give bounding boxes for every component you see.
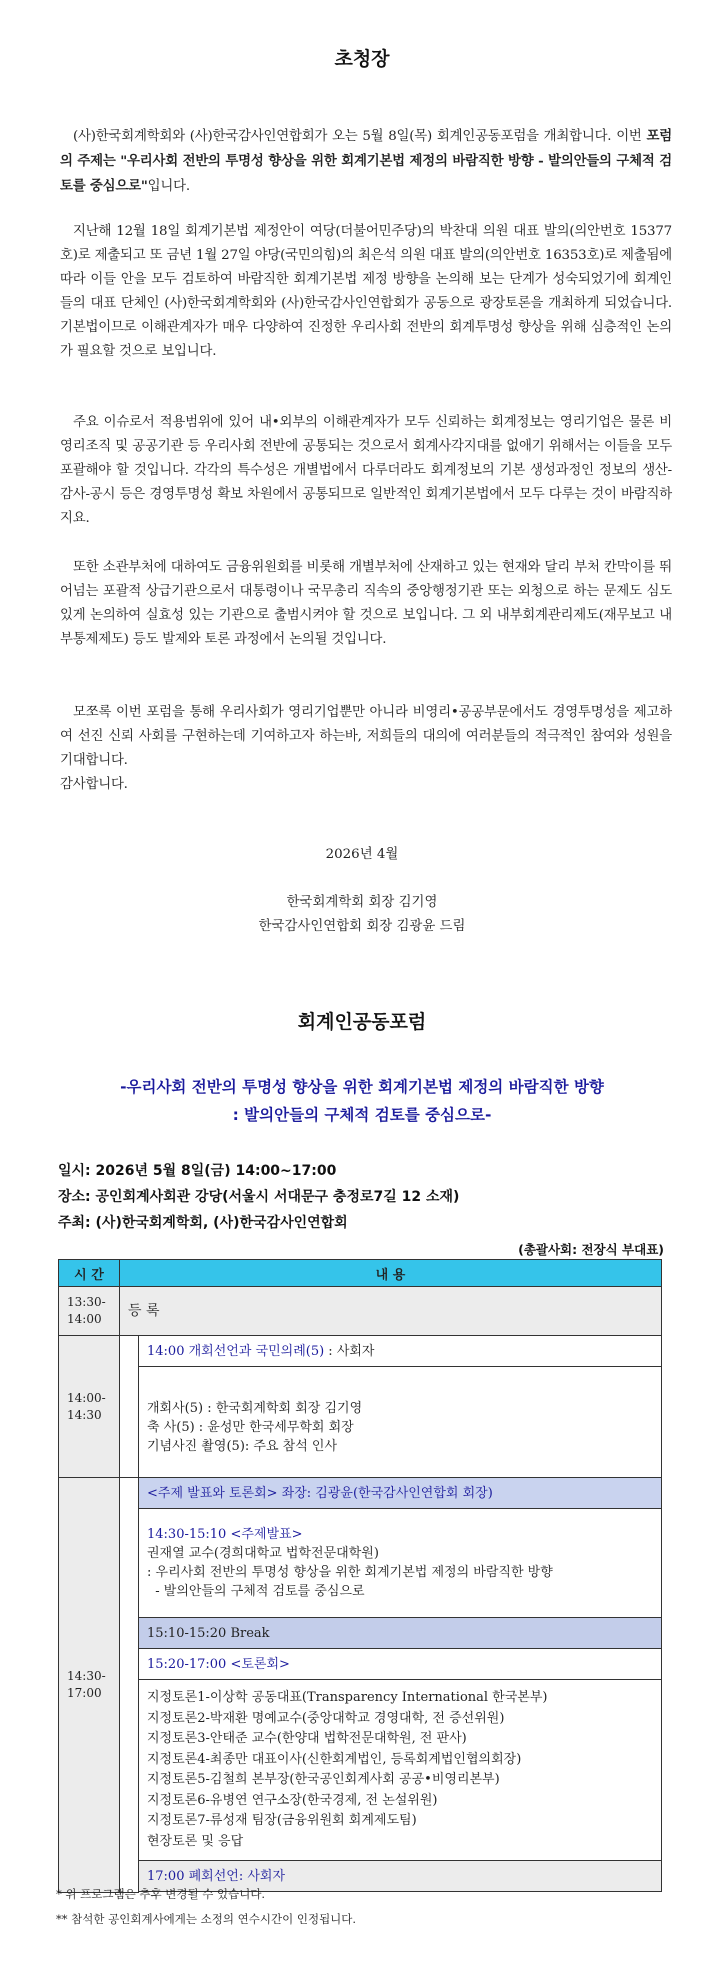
opening-items-row bbox=[59, 1367, 662, 1478]
forum-title: 회계인공동포럼 bbox=[297, 1011, 427, 1033]
main-session-time: 14:30- 17:00 bbox=[59, 1478, 120, 1893]
session-header-row bbox=[59, 1478, 662, 1509]
discussant-item: 지정토론4-최종만 대표이사(신한회계법인, 등록회계법인협의회장) bbox=[147, 1751, 522, 1767]
opening-spacer bbox=[120, 1336, 139, 1478]
paragraph-1-end: 입니다. bbox=[147, 179, 190, 194]
discussant-item: 현장토론 및 응답 bbox=[147, 1833, 244, 1849]
forum-datetime: 일시: 2026년 5월 8일(금) 14:00~17:00 bbox=[58, 1163, 337, 1179]
discussant-item: 지정토론7-류성재 팀장(금융위원회 회계제도팀) bbox=[147, 1813, 417, 1828]
session-header: <주제 발표와 토론회> 좌장: 김광윤(한국감사인연합회 회장) bbox=[139, 1478, 662, 1509]
paragraph-1 bbox=[60, 124, 672, 199]
program-table bbox=[58, 1259, 662, 1893]
keynote-speaker: 권재열 교수(경희대학교 법학전문대학원) bbox=[147, 1546, 379, 1561]
paragraph-2: 지난해 12월 18일 회계기본법 제정안이 여당(더불어민주당)의 박찬대 의원 대표 발의(의안번호 15377호)로 제출되고 또 금년 1월 27일 야당(국민의힘)의 최은석 의원 대표 발의(의안번호 16353호)로 제출됨에 따라 이들 안을 모두 검토하여 바람직한 회계기본법 제정 방향을 논의해 보는 단계가 성숙되었기에 회계인들의 대표 단체인 (사)한국회계학회와 (사)한국감사인연합회가 공동으로 광장토론을 개최하게 되었습니다. 기본법이므로 이해관계자가 매우 다양하여 진정한 우리사회 전반의 회계투명성 향상을 위해 심층적인 논의가 필요할 것으로 보입니다. bbox=[60, 224, 672, 359]
opening-title-suffix: : 사회자 bbox=[324, 1343, 375, 1359]
keynote-topic: : 우리사회 전반의 투명성 향상을 위한 회계기본법 제정의 바람직한 방향 bbox=[147, 1565, 553, 1580]
discussion-time: 15:20-17:00 <토론회> bbox=[139, 1649, 662, 1680]
main-session-spacer bbox=[120, 1478, 139, 1893]
opening-items bbox=[139, 1367, 662, 1478]
registration-label: 등 록 bbox=[120, 1287, 662, 1336]
discussant-item: 지정토론5-김철희 본부장(한국공인회계사회 공공•비영리본부) bbox=[147, 1772, 500, 1787]
discussant-item: 지정토론3-안태준 교수(한양대 법학전문대학원, 전 판사) bbox=[147, 1731, 467, 1746]
opening-title-text: 14:00 개회선언과 국민의례(5) bbox=[147, 1343, 325, 1359]
header-content: 내 용 bbox=[120, 1260, 662, 1287]
program-header-row bbox=[59, 1260, 662, 1287]
discussion-items-row bbox=[59, 1680, 662, 1861]
thanks-line: 감사합니다. bbox=[60, 777, 128, 792]
opening-item: 개회사(5) : 한국회계학회 회장 김기영 bbox=[147, 1400, 363, 1416]
opening-item: 축 사(5) : 윤성만 한국세무학회 회장 bbox=[147, 1419, 354, 1435]
discussion-items bbox=[139, 1680, 662, 1861]
registration-time: 13:30- 14:00 bbox=[59, 1287, 120, 1336]
forum-subtitle-line-1: -우리사회 전반의 투명성 향상을 위한 회계기본법 제정의 바람직한 방향 bbox=[120, 1078, 604, 1096]
forum-host: 주최: (사)한국회계학회, (사)한국감사인연합회 bbox=[58, 1215, 348, 1231]
keynote-block bbox=[139, 1509, 662, 1618]
paragraph-1-intro: (사)한국회계학회와 (사)한국감사인연합회가 오는 5월 8일(목) 회계인공동포럼을 개최합니다. 이번 bbox=[73, 129, 647, 144]
footnote-2: ** 참석한 공인회계사에게는 소정의 연수시간이 인정됩니다. bbox=[56, 1912, 357, 1926]
discussant-item: 지정토론2-박재환 명예교수(중앙대학교 경영대학, 전 증선위원) bbox=[147, 1710, 505, 1726]
invitation-title: 초청장 bbox=[334, 48, 390, 70]
closing-label: 17:00 폐회선언: 사회자 bbox=[139, 1861, 662, 1892]
forum-venue: 장소: 공인회계사회관 강당(서울시 서대문구 충정로7길 12 소재) bbox=[58, 1189, 460, 1205]
opening-item: 기념사진 촬영(5): 주요 참석 인사 bbox=[147, 1438, 338, 1454]
opening-title-row bbox=[59, 1336, 662, 1367]
registration-row bbox=[59, 1287, 662, 1336]
break-row bbox=[59, 1618, 662, 1649]
paragraph-5: 모쪼록 이번 포럼을 통해 우리사회가 영리기업뿐만 아니라 비영리•공공부문에서도 경영투명성을 제고하여 선진 신뢰 사회를 구현하는데 기여하고자 하는바, 저희들의 대의에 여러분들의 적극적인 참여와 성원을 기대합니다. bbox=[60, 705, 672, 768]
opening-time: 14:00- 14:30 bbox=[59, 1336, 120, 1478]
paragraph-1-theme: 포럼의 주제는 "우리사회 전반의 투명성 향상을 위한 회계기본법 제정의 바람직한 방향 - 발의안들의 구체적 검토를 중심으로" bbox=[60, 128, 672, 194]
paragraph-3: 주요 이슈로서 적용범위에 있어 내•외부의 이해관계자가 모두 신뢰하는 회계정보는 영리기업은 물론 비영리조직 및 공공기관 등 우리사회 전반에 공통되는 것으로서 회계사각지대를 없애기 위해서는 이들을 모두 포괄해야 할 것입니다. 각각의 특수성은 개별법에서 다루더라도 회계정보의 기본 생성과정인 정보의 생산-감사-공시 등은 경영투명성 확보 차원에서 공통되므로 일반적인 회계기본법에서 모두 다루는 것이 바람직하지요. bbox=[60, 415, 672, 526]
keynote-time: 14:30-15:10 <주제발표> bbox=[147, 1527, 303, 1542]
discussion-title-row bbox=[59, 1649, 662, 1680]
talk-row bbox=[59, 1509, 662, 1618]
discussant-item: 지정토론1-이상학 공동대표(Transparency International 한국본부) bbox=[147, 1690, 548, 1705]
opening-title bbox=[139, 1336, 662, 1367]
discussant-item: 지정토론6-유병연 연구소장(한국경제, 전 논설위원) bbox=[147, 1792, 438, 1808]
header-time: 시 간 bbox=[59, 1260, 120, 1287]
signer-1: 한국회계학회 회장 김기영 bbox=[286, 895, 438, 910]
forum-moderator: (총괄사회: 전장식 부대표) bbox=[518, 1242, 664, 1257]
footnote-1: * 위 프로그램은 추후 변경될 수 있습니다. bbox=[56, 1887, 266, 1901]
paragraph-4: 또한 소관부처에 대하여도 금융위원회를 비롯해 개별부처에 산재하고 있는 현재와 달리 부처 칸막이를 뛰어넘는 포괄적 상급기관으로서 대통령이나 국무총리 직속의 중앙행정기관 또는 외청으로 하는 문제도 심도 있게 논의하여 실효성 있는 기관으로 출범시켜야 할 것으로 보입니다. 그 외 내부회계관리제도(재무보고 내부통제제도) 등도 발제와 토론 과정에서 논의될 것입니다. bbox=[60, 560, 672, 647]
letter-date: 2026년 4월 bbox=[325, 847, 399, 862]
break-label: 15:10-15:20 Break bbox=[139, 1618, 662, 1649]
keynote-subtopic: - 발의안들의 구체적 검토를 중심으로 bbox=[147, 1584, 365, 1599]
signer-2: 한국감사인연합회 회장 김광윤 드림 bbox=[258, 919, 466, 934]
forum-subtitle-line-2: : 발의안들의 구체적 검토를 중심으로- bbox=[232, 1106, 492, 1124]
